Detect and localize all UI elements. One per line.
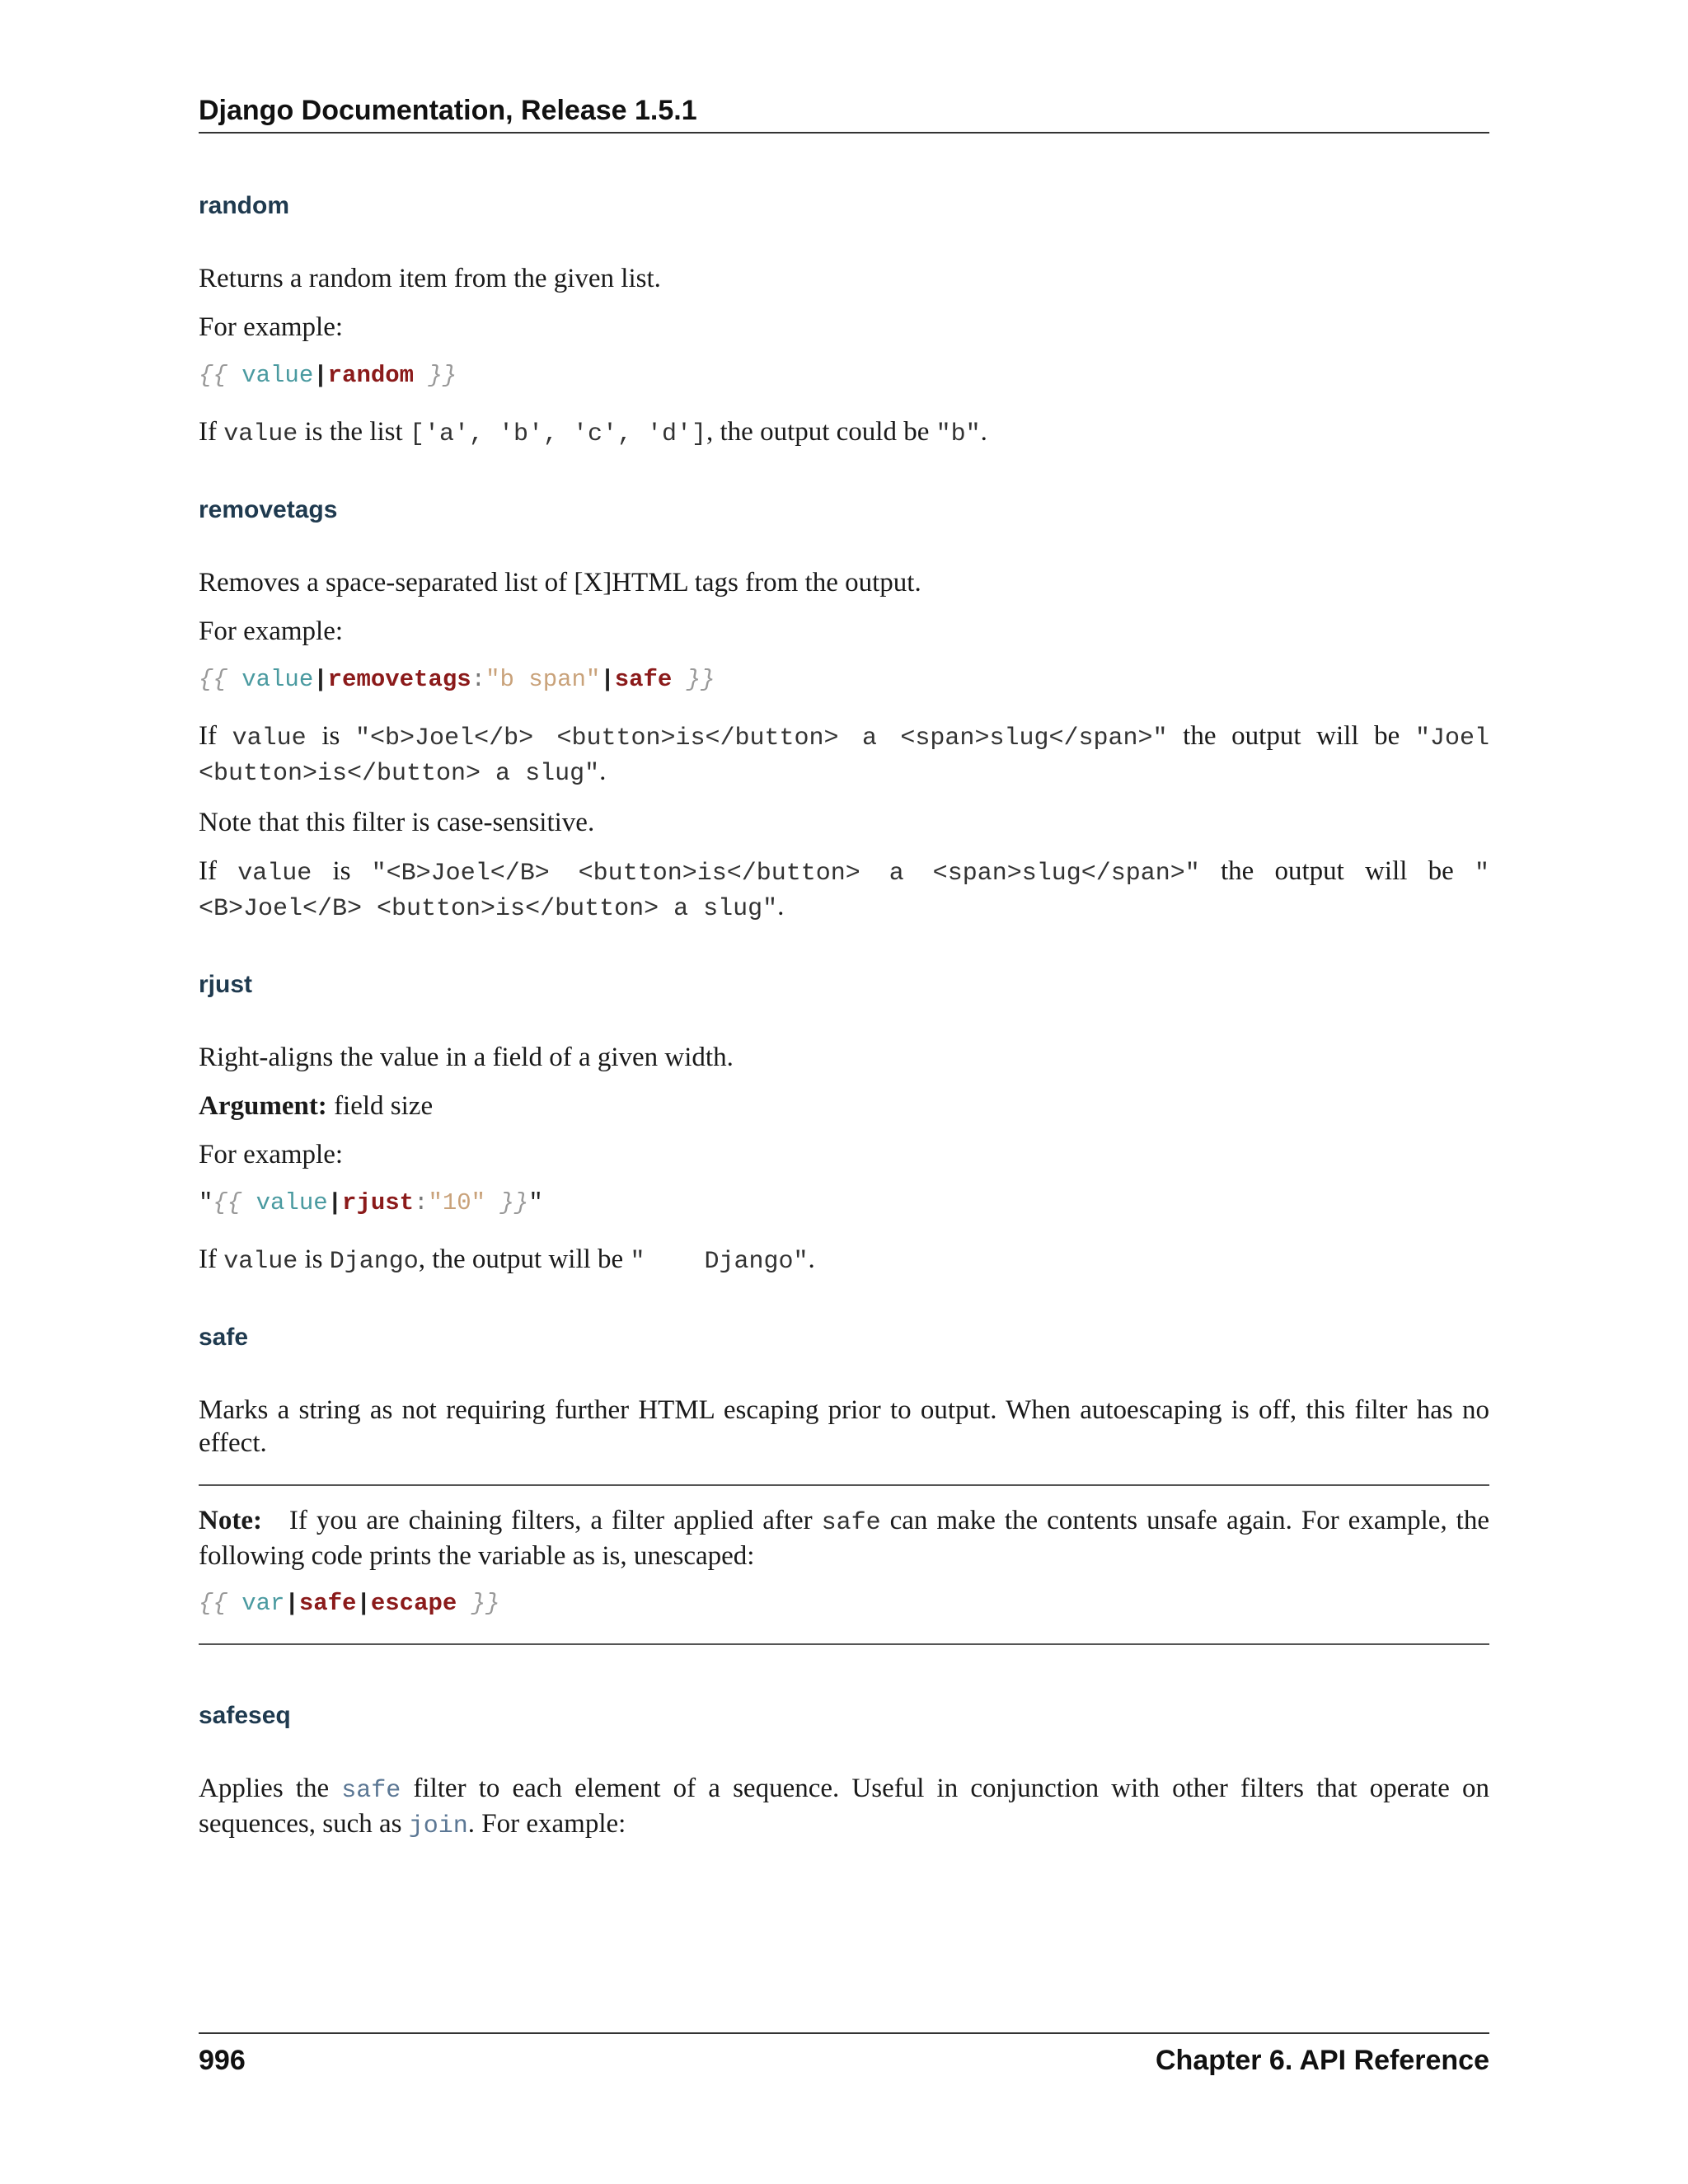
section-title-safe: safe [199, 1324, 249, 1351]
section-removetags [199, 494, 1489, 926]
removetags-result-uppercase: If value is "<B>Joel</B> <button>is</button> a <span>slug</span>" the output will be "<B>Joel</B> <button>is</button> a slug". [199, 856, 1490, 923]
safe-description: Marks a string as not requiring further HTML escaping prior to output. When autoescaping is off, this filter has no effect. [199, 1395, 1489, 1458]
random-description: Returns a random item from the given list. [199, 264, 661, 293]
chapter-title: Chapter 6. API Reference [1156, 2045, 1489, 2076]
random-code-example: {{ value|random }} [199, 362, 457, 389]
page-number: 996 [199, 2045, 246, 2076]
section-safeseq [199, 1699, 1489, 1843]
page-content [199, 190, 1489, 1886]
removetags-result-lowercase: If value is "<b>Joel</b> <button>is</button> a <span>slug</span>" the output will be "Joel <button>is</button> a slug". [199, 721, 1490, 788]
removetags-case-note: Note that this filter is case-sensitive. [199, 808, 595, 837]
rjust-argument: Argument: field size [199, 1091, 434, 1121]
section-title-random: random [199, 192, 290, 219]
note-label: Note: [199, 1506, 262, 1535]
random-result: If value is the list ['a', 'b', 'c', 'd'], the output could be "b". [199, 417, 987, 448]
rjust-for-example: For example: [199, 1140, 344, 1169]
section-rjust [199, 968, 1489, 1278]
section-title-removetags: removetags [199, 496, 338, 523]
section-title-safeseq: safeseq [199, 1702, 291, 1729]
running-header: Django Documentation, Release 1.5.1 [199, 92, 1489, 134]
removetags-description: Removes a space-separated list of [X]HTML tags from the output. [199, 568, 921, 598]
section-safe [199, 1321, 1489, 1645]
note-code-example: {{ var|safe|escape }} [199, 1590, 500, 1617]
note-text: Note: If you are chaining filters, a filter applied after safe can make the contents unsafe again. For example, the following code prints the variable as is, unescaped: [199, 1506, 1489, 1571]
rjust-code-example: "{{ value|rjust:"10" }}" [199, 1189, 543, 1216]
random-for-example: For example: [199, 312, 344, 342]
running-footer [199, 2032, 1489, 2079]
safe-filter-link[interactable]: safe [341, 1777, 401, 1805]
section-title-rjust: rjust [199, 971, 253, 998]
note-box [199, 1484, 1489, 1645]
safeseq-description: Applies the safe filter to each element of a sequence. Useful in conjunction with other filters that operate on sequences, such as join. For example: [199, 1774, 1489, 1840]
removetags-for-example: For example: [199, 616, 344, 646]
rjust-description: Right-aligns the value in a field of a given width. [199, 1043, 734, 1072]
join-filter-link[interactable]: join [408, 1812, 468, 1840]
rjust-result: If value is Django, the output will be " Django". [199, 1244, 815, 1276]
removetags-code-example: {{ value|removetags:"b span"|safe }} [199, 666, 715, 693]
section-random [199, 190, 1489, 451]
